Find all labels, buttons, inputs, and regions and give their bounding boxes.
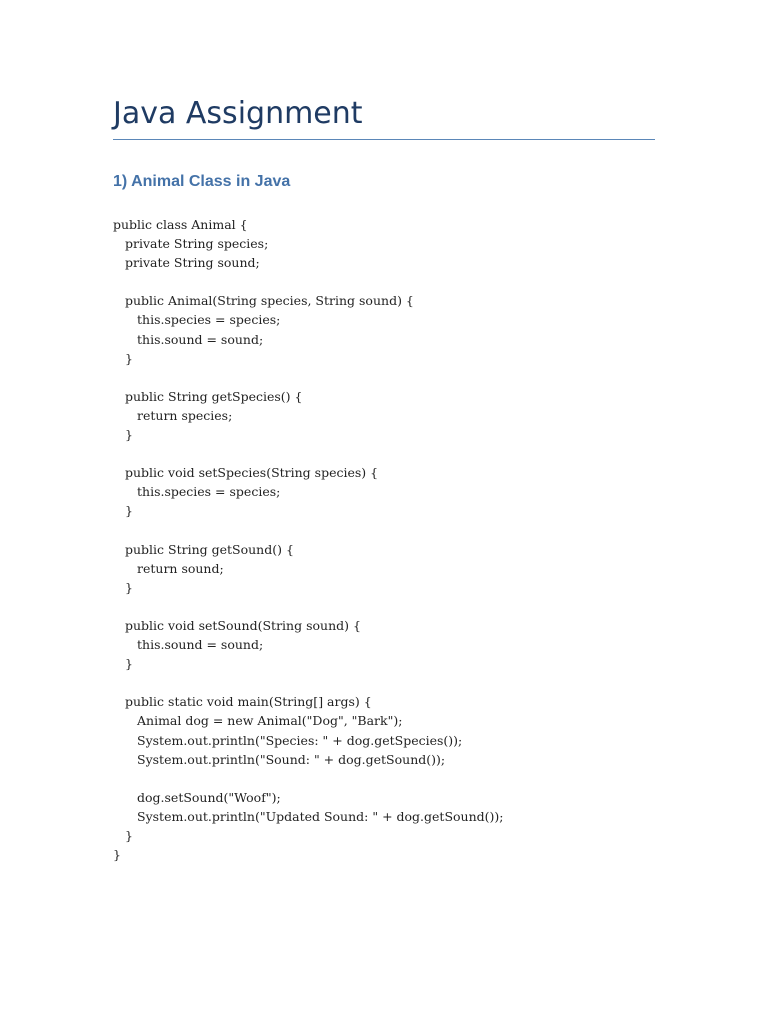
code-line: public static void main(String[] args) { [125, 694, 372, 710]
code-line: System.out.println("Species: " + dog.getSpecies()); [137, 732, 463, 748]
code-line: } [125, 350, 133, 366]
code-line: private String species; [125, 236, 269, 252]
code-line [113, 521, 673, 540]
code-line: public String getSound() { [125, 541, 294, 557]
code-line [113, 272, 673, 291]
code-line: Animal dog = new Animal("Dog", "Bark"); [137, 713, 403, 729]
section-heading: 1) Animal Class in Java [113, 173, 291, 190]
code-line: private String sound; [125, 255, 260, 271]
code-line: this.species = species; [137, 312, 281, 328]
code-listing [113, 215, 673, 864]
code-line [113, 673, 673, 692]
code-line: } [113, 847, 121, 863]
code-line: } [125, 427, 133, 443]
code-line: this.sound = sound; [137, 637, 264, 653]
code-line [113, 368, 673, 387]
code-line: this.species = species; [137, 484, 281, 500]
code-line [113, 444, 673, 463]
document-title: Java Assignment [113, 96, 363, 131]
code-line: public class Animal { [113, 217, 248, 232]
code-line: } [125, 579, 133, 595]
title-underline-rule [113, 139, 655, 140]
code-line: System.out.println("Sound: " + dog.getSound()); [137, 751, 446, 767]
code-line: public void setSpecies(String species) { [125, 465, 379, 481]
code-line [113, 597, 673, 616]
code-line: dog.setSound("Woof"); [137, 789, 281, 805]
code-line: this.sound = sound; [137, 331, 264, 347]
code-line: } [125, 828, 133, 843]
code-line: System.out.println("Updated Sound: " + dog.getSound()); [137, 808, 504, 824]
code-line: } [125, 503, 133, 519]
code-line: return species; [137, 407, 233, 423]
code-line: public Animal(String species, String sound) { [125, 293, 414, 309]
code-line: } [125, 656, 133, 672]
code-line [113, 769, 673, 788]
code-line: public void setSound(String sound) { [125, 617, 361, 633]
code-line: public String getSpecies() { [125, 388, 303, 404]
code-line: return sound; [137, 560, 224, 576]
